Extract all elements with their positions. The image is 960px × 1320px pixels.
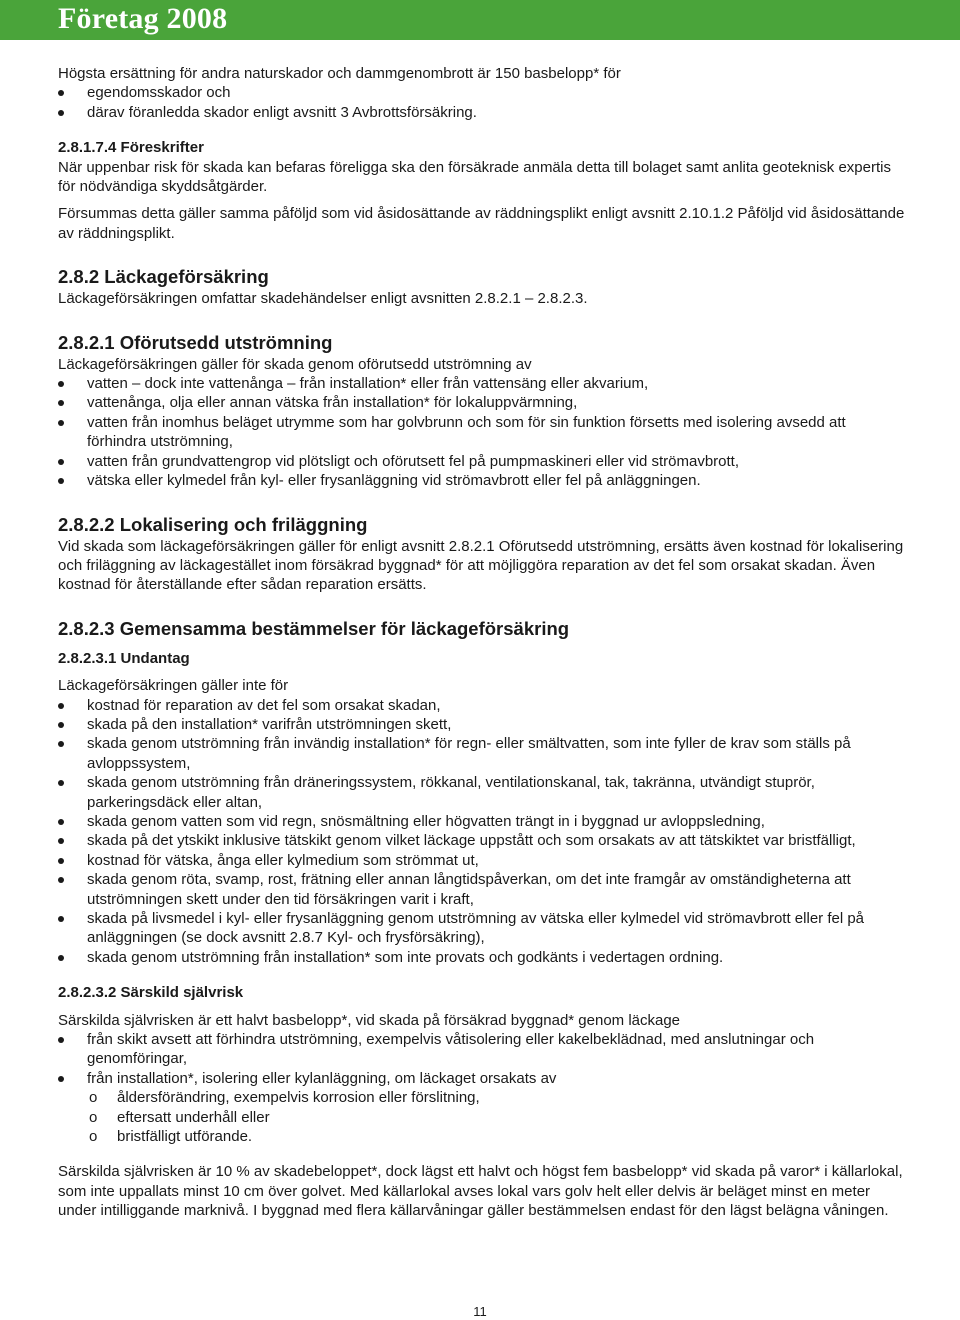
paragraph: Vid skada som läckageförsäkringen gäller för enligt avsnitt 2.8.2.1 Oförutsedd utströmning, ersätts även kostnad för lokalisering och friläggning av läckagestället inom försäkrad byggnad* för att möjliggöra reparation av det fel som orsakat skadan. Även kostnad för återställande efter sådan reparation ersätts. — [58, 537, 904, 594]
paragraph: Läckageförsäkringen gäller för skada genom oförutsedd utströmning av — [58, 355, 532, 373]
list-item: vatten – dock inte vattenånga – från installation* eller från vattensäng eller akvarium, — [58, 374, 908, 393]
section-heading-2-8-2-2: 2.8.2.2 Lokalisering och friläggning — [58, 513, 368, 535]
document-body — [58, 64, 908, 1221]
list-item: kostnad för reparation av det fel som orsakat skadan, — [58, 696, 908, 715]
paragraph: Läckageförsäkringen omfattar skadehändelser enligt avsnitten 2.8.2.1 – 2.8.2.3. — [58, 290, 588, 308]
sub-bullet-list — [58, 1088, 908, 1146]
list-item: skada på livsmedel i kyl- eller frysanläggning genom utströmning av vätska eller kylmedel vid strömavbrott eller fel på anläggningen (se dock avsnitt 2.8.7 Kyl- och frysförsäkring), — [58, 909, 908, 948]
list-item: kostnad för vätska, ånga eller kylmedium som strömmat ut, — [58, 851, 908, 870]
section-heading-2-8-2-1: 2.8.2.1 Oförutsedd utströmning — [58, 331, 333, 353]
list-item: skada på den installation* varifrån utströmningen skett, — [58, 715, 908, 734]
list-item: vattenånga, olja eller annan vätska från installation* för lokaluppvärmning, — [58, 393, 908, 412]
paragraph: När uppenbar risk för skada kan befaras föreligga ska den försäkrade anmäla detta till bolaget samt anlita geoteknisk expertis för nödvändiga skyddsåtgärder. — [58, 158, 891, 196]
list-item: egendomsskador och — [58, 83, 908, 102]
section-heading-2-8-2-3-2: 2.8.2.3.2 Särskild självrisk — [58, 984, 244, 1002]
list-item: skada genom röta, svamp, rost, frätning eller annan långtidspåverkan, om det inte framgår av omständigheterna att utströmningen skett under den tid försäkringen varit i kraft, — [58, 870, 908, 909]
list-item: skada på det ytskikt inklusive tätskikt genom vilket läckage uppstått och som orsakats av att tätskiktet var bristfälligt, — [58, 831, 908, 850]
sub-list-item: o bristfälligt utförande. — [87, 1127, 908, 1146]
list-item: vatten från grundvattengrop vid plötsligt och oförutsett fel på pumpmaskineri eller vid strömavbrott, — [58, 452, 908, 471]
page-number: 11 — [473, 1304, 487, 1319]
paragraph: Läckageförsäkringen gäller inte för — [58, 677, 289, 695]
list-item: skada genom utströmning från dräneringssystem, rökkanal, ventilationskanal, tak, takränna, utvändigt stuprör, parkeringsdäck eller altan, — [58, 773, 908, 812]
bullet-list — [58, 374, 908, 490]
sub-list-item: o eftersatt underhåll eller — [87, 1108, 908, 1127]
list-item: skada genom vatten som vid regn, snösmältning eller högvatten trängt in i byggnad ur avloppsledning, — [58, 812, 908, 831]
list-item: vätska eller kylmedel från kyl- eller frysanläggning vid strömavbrott eller fel på anläggningen. — [58, 471, 908, 490]
paragraph: Särskilda självrisken är 10 % av skadebeloppet*, dock lägst ett halvt och högst fem basbelopp* vid skada på varor* i källarlokal, som inte uppallats minst 10 cm över golvet. Med källarlokal avses lokal vars golv helt eller delvis är beläget minst en meter under intilliggande marknivå. I byggnad med flera källarvåningar gäller bestämmelsen endast för den lägst belägna våningen. — [58, 1163, 903, 1220]
list-item: från skikt avsett att förhindra utströmning, exempelvis våtisolering eller kakelbeklädnad, med anslutningar och genomföringar, — [58, 1030, 908, 1069]
section-heading-2-8-2-3-1: 2.8.2.3.1 Undantag — [58, 649, 190, 667]
bullet-list — [58, 696, 908, 968]
list-item: därav föranledda skador enligt avsnitt 3 Avbrottsförsäkring. — [58, 103, 908, 122]
paragraph: Särskilda självrisken är ett halvt basbelopp*, vid skada på försäkrad byggnad* genom läckage — [58, 1011, 681, 1029]
intro-list — [58, 83, 908, 122]
header-bar — [0, 0, 960, 40]
bullet-list — [58, 1030, 908, 1088]
sub-list-item: o åldersförändring, exempelvis korrosion eller förslitning, — [87, 1088, 908, 1107]
page-title: Företag 2008 — [58, 2, 228, 35]
intro-text: Högsta ersättning för andra naturskador och dammgenombrott är 150 basbelopp* för — [58, 65, 621, 82]
section-heading-2-8-1-7-4: 2.8.1.7.4 Föreskrifter — [58, 139, 204, 157]
section-heading-2-8-2: 2.8.2 Läckageförsäkring — [58, 266, 269, 288]
list-item: skada genom utströmning från invändig installation* för regn- eller smältvatten, som inte fyller de krav som ställs på avloppssystem, — [58, 734, 908, 773]
list-item: vatten från inomhus beläget utrymme som har golvbrunn och som för sin funktion försetts med isolering avsedd att förhindra utströmning, — [58, 413, 908, 452]
paragraph: Försummas detta gäller samma påföljd som vid åsidosättande av räddningsplikt enligt avsnitt 2.10.1.2 Påföljd vid åsidosättande av räddningsplikt. — [58, 205, 905, 242]
list-item: skada genom utströmning från installation* som inte provats och godkänts i vedertagen ordning. — [58, 948, 908, 967]
section-heading-2-8-2-3: 2.8.2.3 Gemensamma bestämmelser för läckageförsäkring — [58, 617, 570, 639]
list-item: från installation*, isolering eller kylanläggning, om läckaget orsakats av — [58, 1069, 908, 1088]
